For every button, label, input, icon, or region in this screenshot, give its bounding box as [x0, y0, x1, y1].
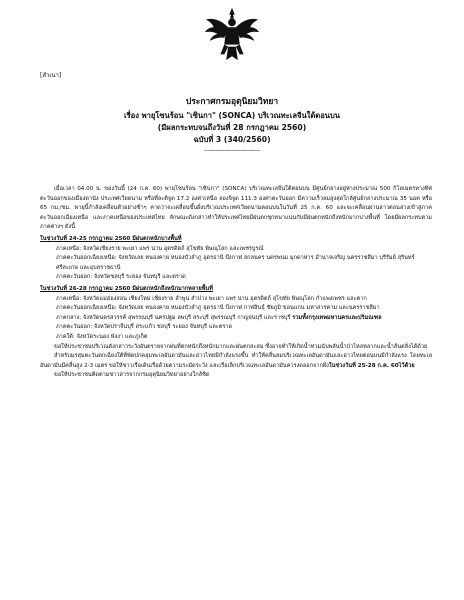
- agency-title: ประกาศกรมอุตุนิยมวิทยา: [185, 97, 279, 107]
- section-2: [40, 285, 432, 343]
- region-text: จังหวัดชลบุรี ระยอง จันทบุรี และตราด: [93, 274, 186, 281]
- region-label: ภาคตะวันออกเฉียงเหนือ:: [56, 305, 117, 312]
- section-2-date: ในช่วงวันที่ 26-28 กรกฎาคม 2560: [40, 285, 131, 292]
- region-text: จังหวัดเชียงราย พะเยา แพร่ น่าน อุตรดิตถ์ สุโขทัย พิษณุโลก และเพชรบูรณ์: [83, 245, 264, 252]
- section-2-item: [40, 295, 432, 305]
- sea-text-bold: ในช่วงวันที่ 25-28 ก.ค. 60ไว้ด้วย: [328, 362, 415, 369]
- region-text: จังหวัดปราจีนบุรี สระแก้ว ชลบุรี ระยอง จันทบุรี และตราด: [93, 324, 233, 331]
- effect-line: (มีผลกระทบจนถึงวันที่ 28 กรกฎาคม 2560): [157, 123, 307, 132]
- subject-line: เรื่อง พายุโซนร้อน "เซินกา" (SONCA) บริเวณทะเลจีนใต้ตอนบน: [124, 111, 340, 120]
- section-2-item: [40, 323, 432, 333]
- sea-text: สำหรับมรสุมตะวันตกเฉียงใต้ที่พัดปกคลุมทะเลอันดามันและอ่าวไทยมีกำลังแรงขึ้น ทำให้คลื่นลมบริเวณทะเลอันดามันและอ่าวไทยตอนบนมีกำลังแรง โดยทะเลอันดามันมีคลื่นสูง 2-3 เมตร ขอให้ชาวเรือเดินเรือด้วยความระมัดระวัง และเรือเล็กบริเวณทะเลอันดามันควรงดออกจากฝั่ง: [40, 353, 432, 369]
- section-1-title: [40, 235, 432, 245]
- region-label: ภาคตะวันออก:: [56, 274, 93, 281]
- region-text: จังหวัดเลย หนองคาย หนองบัวลำภู อุดรธานี บึงกาฬ สกลนคร นครพนม มุกดาหาร อำนาจเจริญ นครราชสีมา บุรีรัมย์ สุรินทร์ ศรีสะเกษ และอุบลราชธานี: [56, 255, 415, 271]
- announcement-body: [40, 185, 432, 381]
- section-2-item: [40, 314, 432, 324]
- advice-paragraph: ขอให้ประชาชนบริเวณดังกล่าวระวังอันตรายจากฝนที่ตกหนักถึงหนักมากและฝนตกสะสม ซึ่งอาจทำให้เกิดน้ำท่วมฉับพลันน้ำป่าไหลหลากและน้ำล้นตลิ่งได้ด้วย: [54, 343, 428, 350]
- intro-paragraph: เมื่อเวลา 04.00 น. ของวันนี้ (24 ก.ค. 60) พายุโซนร้อน "เซินกา" (SONCA) บริเวณทะเลจีนใต้ตอนบน มีศูนย์กลางอยู่ห่างประมาณ 500 กิโลเมตรทางทิศตะวันออกของเมืองดานัง ประเทศเวียดนาม หรือที่ละติจูด 17.2 องศาเหนือ ลองจิจูด 111.3 องศาตะวันออก มีความเร็วลมสูงสุดใกล้ศูนย์กลางประมาณ 35 นอต หรือ 65 กม./ชม. พายุนี้กำลังเคลื่อนตัวอย่างช้าๆ คาดว่าจะเคลื่อนขึ้นฝั่งบริเวณประเทศเวียดนามตอนบนในวันที่ 25 ก.ค. 60 และจะเคลื่อนผ่านลาวตอนล่างเข้าสู่ภาคตะวันออกเฉียงเหนือ และภาคเหนือของประเทศไทย ลักษณะดังกล่าวทำให้ประเทศไทยมีฝนตกชุกหนาแน่นกับมีฝนตกหนักถึงหนักมากบางพื้นที่ โดยมีผลกระทบตามภาคต่างๆ ดังนี้: [40, 186, 432, 231]
- region-label: ภาคเหนือ:: [56, 245, 82, 252]
- section-1-date: ในช่วงวันที่ 24-25 กรกฎาคม 2560: [40, 235, 131, 242]
- region-text: จังหวัดนครสวรรค์ สุพรรณบุรี นครปฐม ลพบุรี สระบุรี สุพรรณบุรี กาญจนบุรี และราชบุรี: [82, 314, 291, 321]
- sea-paragraph: [40, 352, 432, 371]
- garuda-emblem-icon: [203, 6, 261, 64]
- region-text: จังหวัดระนอง พังงา และภูเก็ต: [76, 333, 148, 340]
- region-label: ภาคตะวันออกเฉียงเหนือ:: [56, 255, 117, 262]
- section-1-note: มีฝนตกหนักบางพื้นที่: [132, 235, 182, 242]
- issue-line: ฉบับที่ 3 (340/2560): [193, 135, 271, 144]
- copy-mark: [สำเนา]: [40, 72, 62, 79]
- region-text-bold: รวมทั้งกรุงเทพมหานครและปริมณฑล: [292, 314, 382, 321]
- section-2-item: [40, 333, 432, 343]
- region-text: จังหวัดแม่ฮ่องสอน เชียงใหม่ เชียงราย ลำพูน ลำปาง พะเยา แพร่ น่าน อุตรดิตถ์ สุโขทัย พิษณุโลก กำแพงเพชร และตาก: [83, 295, 367, 302]
- title-block: [0, 96, 464, 156]
- section-1-item: [40, 254, 432, 273]
- section-2-note: มีฝนตกหนักถึงหนักมากหลายพื้นที่: [132, 285, 213, 292]
- divider-line: ------------------------------: [204, 147, 260, 154]
- region-label: ภาคกลาง:: [56, 314, 82, 321]
- section-1-item: [40, 273, 432, 283]
- region-label: ภาคตะวันออก:: [56, 324, 93, 331]
- section-1-item: [40, 245, 432, 255]
- section-2-title: [40, 285, 432, 295]
- region-text: จังหวัดเลย หนองคาย หนองบัวลำภู อุดรธานี บึงกาฬ กาฬสินธุ์ ชัยภูมิ ขอนแก่น มหาสารคาม และนครราชสีมา: [118, 305, 380, 312]
- section-2-item: [40, 304, 432, 314]
- section-1: [40, 235, 432, 283]
- closing-paragraph: ขอให้ประชาชนติดตามข่าวสารจากกรมอุตุนิยมวิทยาอย่างใกล้ชิด: [54, 372, 210, 379]
- region-label: ภาคใต้:: [56, 333, 75, 340]
- region-label: ภาคเหนือ:: [56, 295, 82, 302]
